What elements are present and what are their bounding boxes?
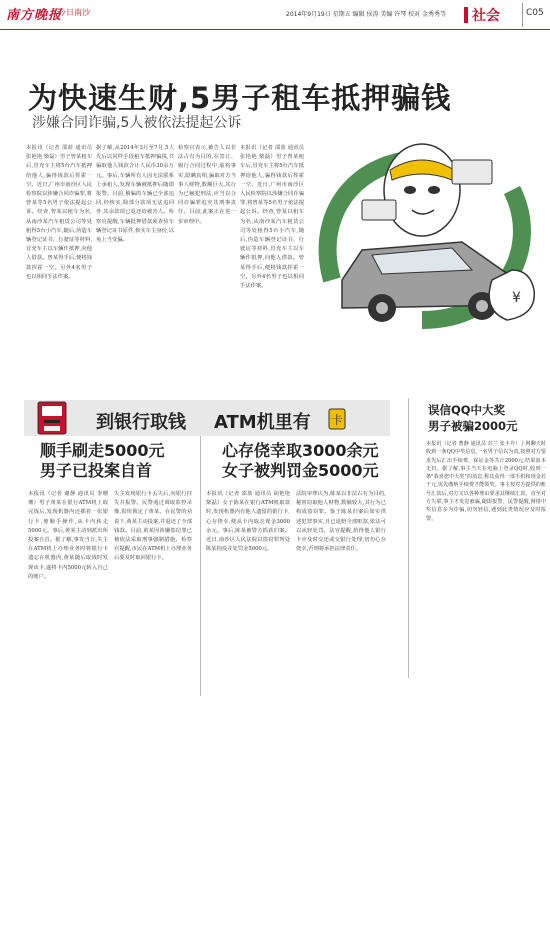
logo-subtitle: 今日南沙 <box>58 8 90 17</box>
atm-title-right: ATM机里有 <box>214 412 311 433</box>
story1-column-1: 本报讯（记者 谢静 通讯员 李珊珊）男子黄某在银行ATM机上取完钱后,发现机器内还插着一张银行卡,便顺手操作,从卡内转走5000元。事后,黄某主动到派出所投案自首。据了解,事发当日,失主在ATM机上办理业务时将银行卡遗忘在机器内,黄某随后取钱时发现该卡,遂将卡内5000元转入自己的账户。 <box>28 491 108 580</box>
page-code: C05 <box>526 8 544 18</box>
story1-headline-2: 男子已投案自首 <box>40 461 153 480</box>
story2-headline-2: 女子被判罚金5000元 <box>222 461 379 480</box>
issue-meta: 2014年9月19日 星期五 编辑 侯涛 美编 许琴 校对 金秀秀等 <box>286 11 447 18</box>
lead-column-1b: 据了解,从2014年3月至7月,5人先后以同样手段租车抵押骗钱,共骗取他人钱款合计人民币30余万元。事后,车辆所有人因无法联系上承租人,发现车辆被抵押后随即报警。目前,被骗的车辆已全部追回,经核实,除部分款项无法追回外,其余款项已退还给被害人。检察官提醒,车辆抵押借款须查验车辆登记证书原件,核实车主身份,以免上当受骗。 <box>96 145 174 244</box>
column-rule <box>200 436 201 696</box>
car-mortgage-illustration <box>302 130 544 330</box>
lead-column-1: 本报讯（记者 邵蓝 通讯员 张艳艳 柴磊）男子曾某租车后,冒充车主将5台汽车抵押给他人,骗得钱款后挥霍一空。近日,广州市南沙区人民检察院以涉嫌合同诈骗罪,将曾某等5名男子依法提起公诉。经查,曾某以租车为名,从南沙某汽车租赁公司等处租得5台小汽车,随后,伪造车辆登记证书、行驶证等材料,冒充车主以车辆作抵押,向他人借款。曾某得手后,便将钱款挥霍一空。另外4名男子也以相同手法作案。 <box>26 145 92 280</box>
atm-title-left: 到银行取钱 <box>96 412 186 433</box>
story1-headline-1: 顺手刷走5000元 <box>40 441 165 460</box>
story2-headline-1: 心存侥幸取3000余元 <box>222 441 379 460</box>
story2-column-1: 本报讯（记者 邵蓝 通讯员 胡艳艳 柴磊）女子陈某在银行ATM机取款时,发现机器内有他人遗留的银行卡,心存侥幸,便从卡内取走现金3000余元。事后,陈某被警方抓获归案。近日,南沙区人民法院以盗窃罪判处陈某拘役并处罚金5000元。 <box>206 491 290 553</box>
atm-machine-icon <box>34 400 70 436</box>
story2-column-2: 法院审理认为,陈某以非法占有为目的,秘密窃取他人财物,数额较大,其行为已构成盗窃罪。鉴于陈某归案后如实供述犯罪事实,且已退赔全部赃款,依法可以从轻处罚。法官提醒,拾得他人银行卡应及时交还或交银行处理,切勿心存侥幸,否则将承担法律责任。 <box>296 491 386 553</box>
lead-column-2: 检察官表示,被告人以非法占有为目的,在签订、履行合同过程中,虚构事实,隐瞒真相,骗取对方当事人财物,数额巨大,其行为已触犯刑法,应当以合同诈骗罪追究其刑事责任。目前,此案正在进一步审理中。 <box>178 145 236 225</box>
side-body: 本报讯（记者 曹静 通讯员 苏兰 张丰丹）上网聊天时收到一条QQ中奖信息,一名男子信以为真,按照对方要求先后汇出手续费、保证金等共计2000元,结果血本无归。据了解,事主当天在电脑上登录QQ时,收到一条"恭喜您中大奖"的消息,称其获得一部手机和现金若干元,需先缴纳手续费才能领奖。事主按对方提供的账号汇款后,对方又以各种理由要求其继续汇款。直至对方失联,事主才发觉被骗,随即报警。民警提醒,网络中奖信息多为诈骗,切勿轻信,遇到此类情况应及时报警。 <box>426 441 546 522</box>
story1-column-2: 失主发现银行卡丢失后,向银行挂失并报警。民警通过调取监控录像,很快锁定了黄某。在民警的劝说下,黄某主动投案,并退还了全部钱款。目前,黄某因涉嫌盗窃罪已被依法采取刑事强制措施。检察官提醒,市民在ATM机上办理业务后要及时取回银行卡。 <box>114 491 192 562</box>
newspaper-logo: 南方晚报 <box>6 8 63 23</box>
section-bar <box>464 7 468 23</box>
section-badge <box>464 6 524 24</box>
lead-column-3: 本报讯（记者 邵蓝 通讯员 张艳艳 柴磊）男子曾某租车后,冒充车主将5台汽车抵押给他人,骗得钱款后挥霍一空。近日,广州市南沙区人民检察院以涉嫌合同诈骗罪,将曾某等5名男子依法提起公诉。经查,曾某以租车为名,从南沙某汽车租赁公司等处租得5台小汽车,随后,伪造车辆登记证书、行驶证等材料,冒充车主以车辆作抵押,向他人借款。曾某得手后,便将钱款挥霍一空。另外4名男子也以相同手法作案。 <box>240 145 304 290</box>
masthead <box>0 0 550 30</box>
side-headline-2: 男子被骗2000元 <box>428 419 518 433</box>
lead-headline: 为快速生财,5男子租车抵押骗钱 <box>28 81 452 115</box>
section-name: 社会 <box>472 8 500 24</box>
side-headline-1: 误信QQ中大奖 <box>428 403 506 417</box>
lead-subhead: 涉嫌合同诈骗,5人被依法提起公诉 <box>32 115 242 131</box>
side-column-rule <box>408 398 409 678</box>
bank-card-icon <box>328 408 346 430</box>
svg-text:¥: ¥ <box>512 290 521 306</box>
card-glyph: 卡 <box>331 413 344 427</box>
masthead-divider <box>522 3 523 27</box>
side-headline <box>428 402 518 434</box>
